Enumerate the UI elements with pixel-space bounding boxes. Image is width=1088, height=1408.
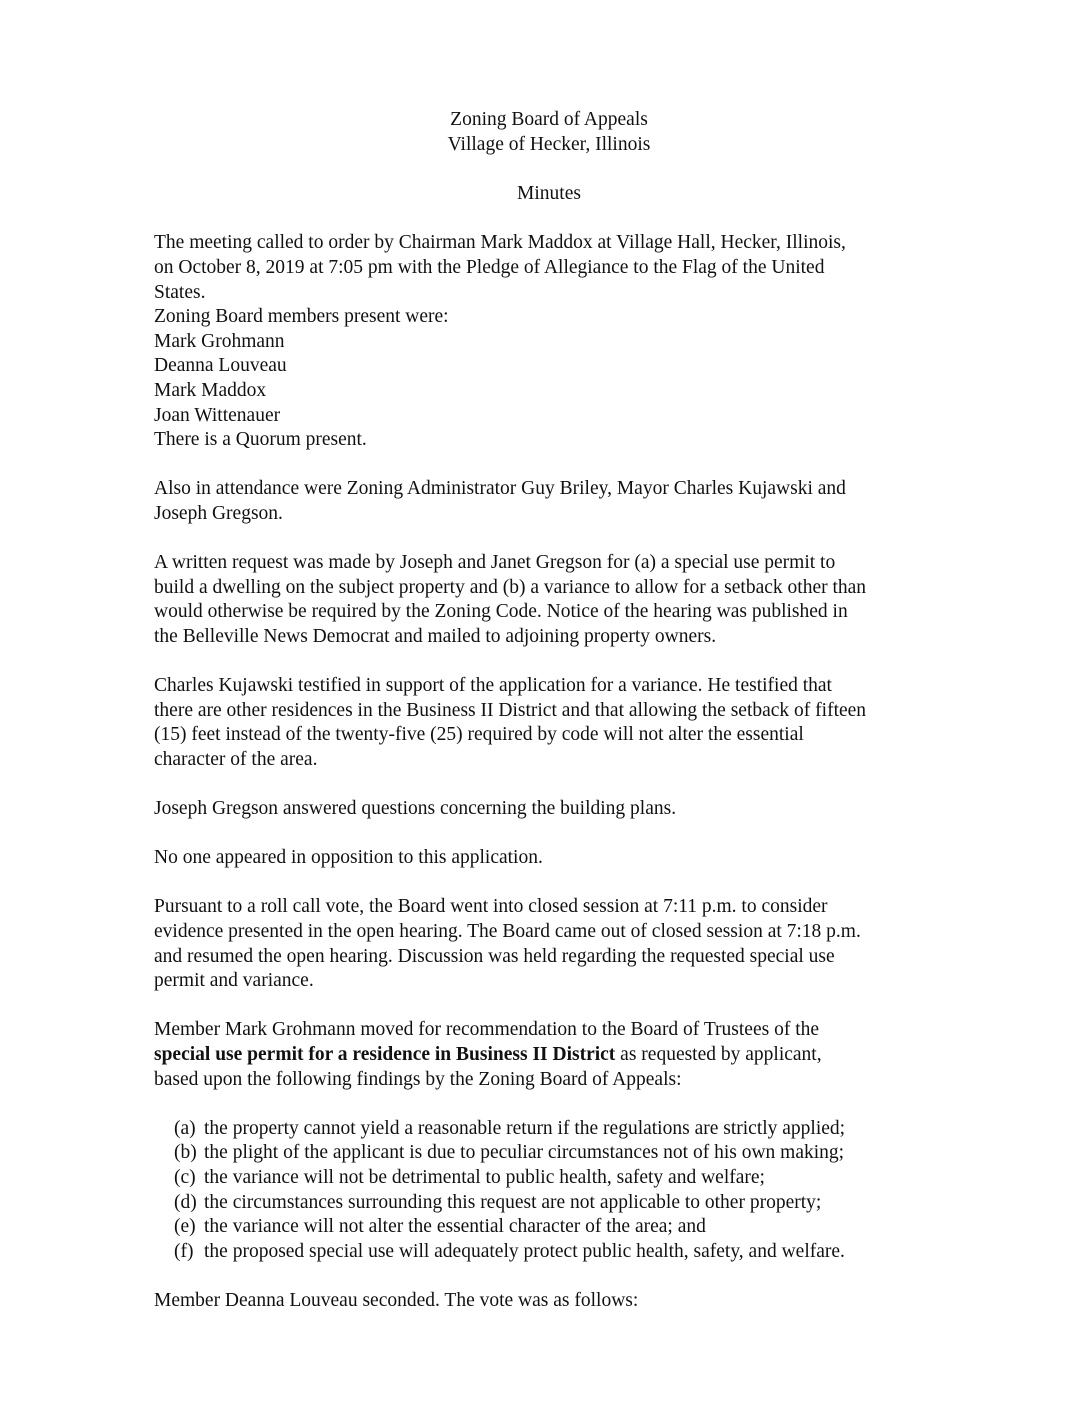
- closed-session-line: and resumed the open hearing. Discussion was held regarding the requested special use: [154, 945, 835, 967]
- finding-item: [174, 1240, 954, 1265]
- motion-line: based upon the following findings by the Zoning Board of Appeals:: [154, 1068, 682, 1090]
- request-line: would otherwise be required by the Zoning Code. Notice of the hearing was published in: [154, 601, 848, 623]
- finding-marker: (b): [174, 1142, 197, 1164]
- document-heading: [144, 108, 954, 207]
- finding-text: the property cannot yield a reasonable return if the regulations are strictly applied;: [204, 1117, 846, 1139]
- motion-line: [154, 1043, 954, 1068]
- finding-marker: (a): [174, 1117, 196, 1139]
- closed-session-line: permit and variance.: [154, 970, 314, 992]
- document-page: [154, 108, 954, 1314]
- finding-text: the proposed special use will adequately protect public health, safety, and welfare.: [204, 1240, 845, 1262]
- opening-line: The meeting called to order by Chairman Mark Maddox at Village Hall, Hecker, Illinois,: [154, 232, 846, 254]
- quorum-statement: There is a Quorum present.: [154, 429, 367, 451]
- second-line: Member Deanna Louveau seconded. The vote was as follows:: [154, 1289, 639, 1311]
- gregson-answers-paragraph: [154, 797, 954, 822]
- opposition-line: No one appeared in opposition to this application.: [154, 847, 543, 869]
- attendance-line: Joseph Gregson.: [154, 502, 283, 524]
- finding-text: the plight of the applicant is due to peculiar circumstances not of his own making;: [204, 1142, 845, 1164]
- members-intro: Zoning Board members present were:: [154, 306, 449, 328]
- closed-session-line: evidence presented in the open hearing. The Board came out of closed session at 7:18 p.m.: [154, 921, 861, 942]
- finding-item: [174, 1166, 954, 1191]
- member-name: Deanna Louveau: [154, 355, 287, 377]
- finding-item: [174, 1141, 954, 1166]
- second-paragraph: [154, 1289, 954, 1314]
- finding-item: [174, 1191, 954, 1216]
- opening-paragraph: [154, 231, 954, 452]
- finding-marker: (d): [174, 1191, 197, 1213]
- testimony-line: there are other residences in the Business II District and that allowing the setback of fifteen: [154, 699, 867, 721]
- finding-text: the variance will not alter the essential character of the area; and: [204, 1216, 706, 1238]
- finding-item: [174, 1215, 954, 1240]
- finding-text: the circumstances surrounding this request are not applicable to other property;: [204, 1191, 822, 1213]
- testimony-line: Charles Kujawski testified in support of the application for a variance. He testified that: [154, 675, 832, 697]
- testimony-line: character of the area.: [154, 748, 318, 770]
- finding-marker: (e): [174, 1216, 196, 1238]
- request-line: the Belleville News Democrat and mailed to adjoining property owners.: [154, 625, 717, 647]
- motion-line-rest: as requested by applicant,: [615, 1043, 822, 1065]
- opening-line: on October 8, 2019 at 7:05 pm with the Pledge of Allegiance to the Flag of the United: [154, 256, 825, 278]
- closed-session-paragraph: [154, 895, 954, 993]
- attendance-line: Also in attendance were Zoning Administrator Guy Briley, Mayor Charles Kujawski and: [154, 478, 846, 500]
- attendance-paragraph: [154, 477, 954, 526]
- member-name: Joan Wittenauer: [154, 404, 281, 426]
- motion-bold-phrase: special use permit for a residence in Business II District: [154, 1043, 616, 1065]
- gregson-answers-line: Joseph Gregson answered questions concerning the building plans.: [154, 798, 677, 820]
- board-title: Zoning Board of Appeals: [450, 109, 648, 130]
- member-name: Mark Grohmann: [154, 330, 285, 352]
- finding-item: [174, 1117, 954, 1142]
- testimony-paragraph: [154, 674, 954, 772]
- request-line: A written request was made by Joseph and Janet Gregson for (a) a special use permit to: [154, 552, 836, 574]
- request-line: build a dwelling on the subject property and (b) a variance to allow for a setback other than: [154, 576, 867, 598]
- motion-line: Member Mark Grohmann moved for recommendation to the Board of Trustees of the: [154, 1019, 820, 1041]
- motion-paragraph: [154, 1018, 954, 1092]
- finding-text: the variance will not be detrimental to public health, safety and welfare;: [204, 1166, 765, 1188]
- village-title: Village of Hecker, Illinois: [447, 133, 651, 155]
- closed-session-line: Pursuant to a roll call vote, the Board went into closed session at 7:11 p.m. to consider: [154, 896, 828, 918]
- findings-list: [154, 1117, 954, 1265]
- opening-line: States.: [154, 281, 206, 303]
- finding-marker: (f): [174, 1240, 194, 1262]
- testimony-line: (15) feet instead of the twenty-five (25) required by code will not alter the essential: [154, 724, 804, 746]
- minutes-title: Minutes: [517, 183, 581, 205]
- finding-marker: (c): [174, 1166, 196, 1188]
- opposition-paragraph: [154, 846, 954, 871]
- request-paragraph: [154, 551, 954, 649]
- member-name: Mark Maddox: [154, 379, 267, 401]
